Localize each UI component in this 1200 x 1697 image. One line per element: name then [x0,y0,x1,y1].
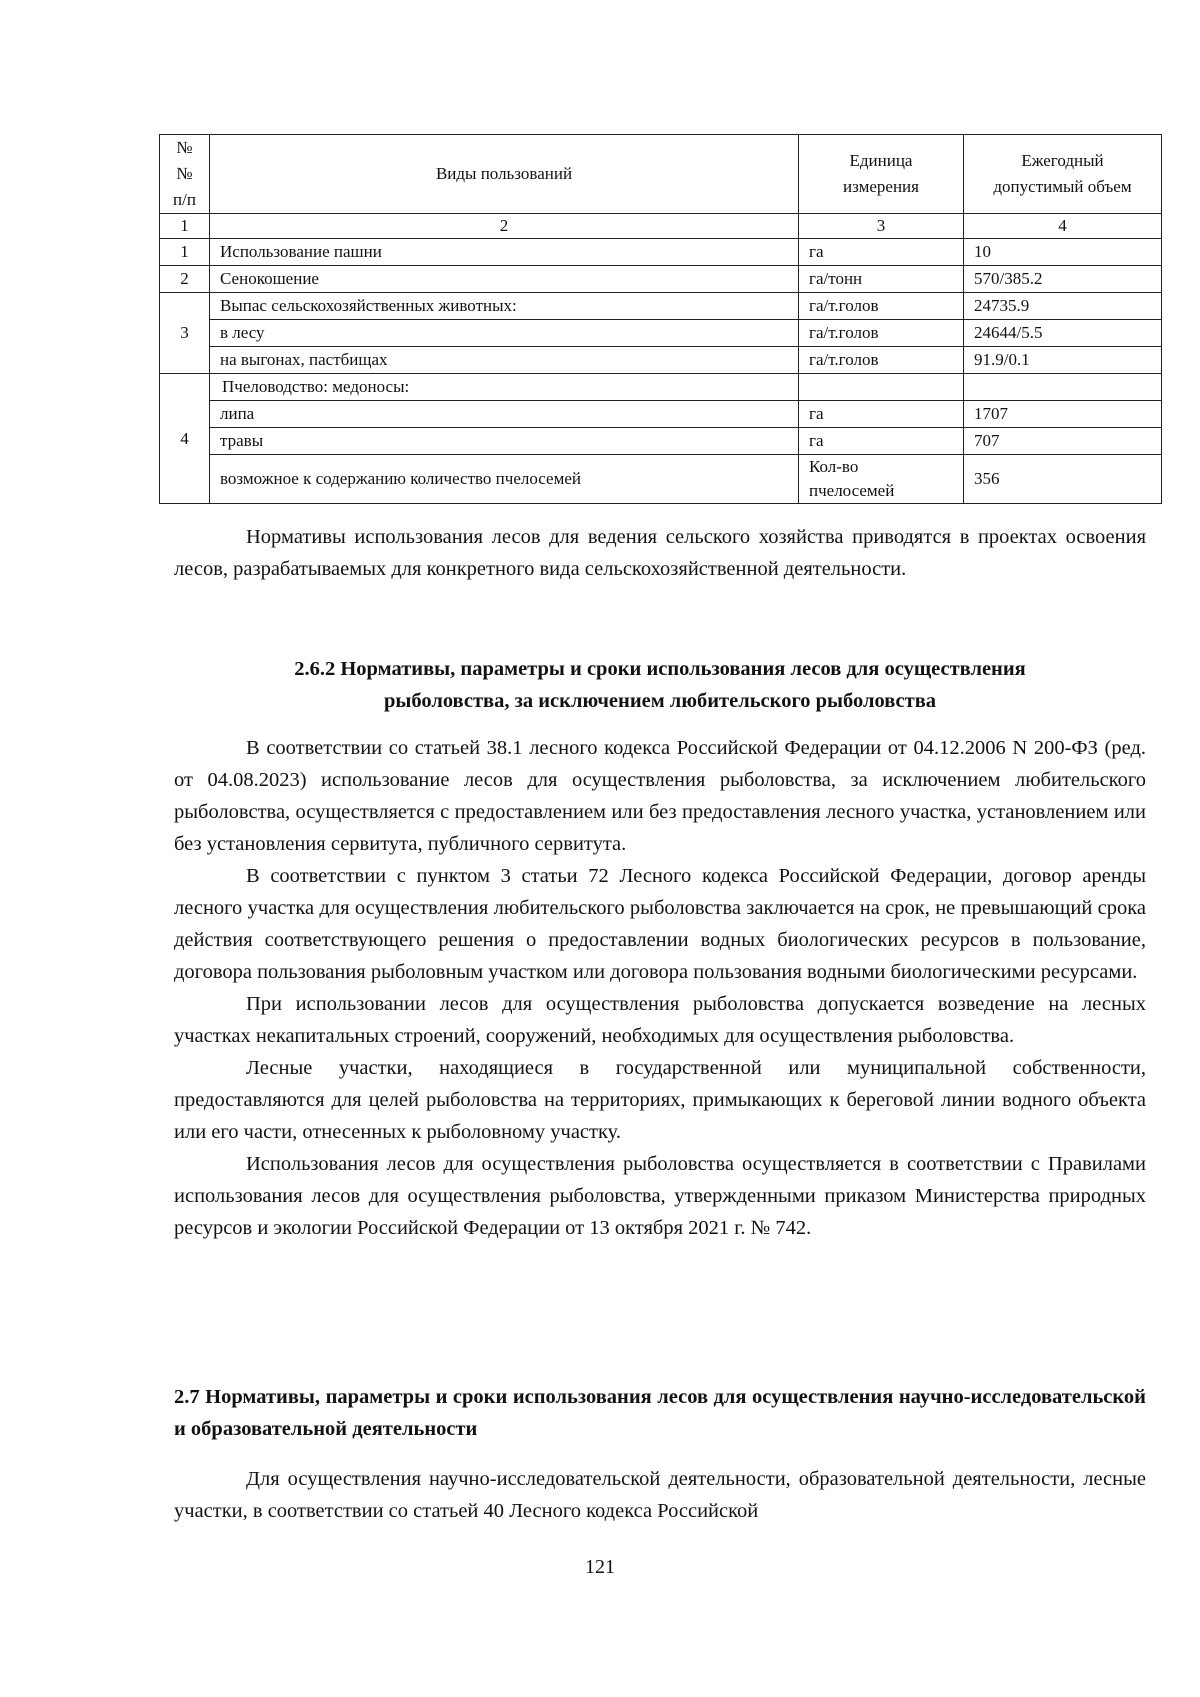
paragraph-after-table: Нормативы использования лесов для ведения сельского хозяйства приводятся в проектах освоения лесов, разрабатываемых для конкретного вида сельскохозяйственной деятельности. [174,526,1146,580]
row-value: 10 [964,239,1162,266]
row-type: Использование пашни [210,239,799,266]
header-num: № № п/п [160,135,210,214]
table-header-row [160,135,1162,214]
row-unit: га [799,239,964,266]
row-value: 91.9/0.1 [964,347,1162,374]
table-row [160,374,1162,401]
row-unit: Кол-во пчелосемей [799,455,964,504]
section-262-body [174,732,1146,1244]
paragraph: Для осуществления научно-исследовательской деятельности, образовательной деятельности, лесные участки, в соответствии со статьей 40 Лесного кодекса Российской [174,1468,1146,1522]
row-type: Выпас сельскохозяйственных животных: [210,293,799,320]
section-27-body [174,1463,1146,1527]
paragraph: В соответствии с пунктом 3 статьи 72 Лесного кодекса Российской Федерации, договор аренды лесного участка для осуществления любительского рыболовства заключается на срок, не превышающий срока действия соответствующего решения о предоставлении водных биологических ресурсов в пользование, договора пользования рыболовным участком или договора пользования водными биологическими ресурсами. [174,865,1146,983]
row-value: 356 [964,455,1162,504]
row-type: Сенокошение [210,266,799,293]
page-number: 121 [585,1556,615,1578]
table-row [160,455,1162,504]
row-value: 570/385.2 [964,266,1162,293]
row-type: возможное к содержанию количество пчелосемей [210,455,799,504]
table-row [160,401,1162,428]
paragraph: Лесные участки, находящиеся в государственной или муниципальной собственности, предоставляются для целей рыболовства на территориях, примыкающих к береговой линии водного объекта или его части, отнесенных к рыболовному участку. [174,1057,1146,1143]
row-unit: га/т.голов [799,293,964,320]
section-262-title: 2.6.2 Нормативы, параметры и сроки использования лесов для осуществления рыболовства, за исключением любительского рыболовства [294,658,1026,712]
row-type: липа [210,401,799,428]
table-row [160,320,1162,347]
header-unit: Единица измерения [799,135,964,214]
row-type: в лесу [210,320,799,347]
row-type: травы [210,428,799,455]
forest-usage-table [159,134,1162,504]
row-num: 1 [160,239,210,266]
row-value [964,374,1162,401]
row-unit: га/т.голов [799,347,964,374]
row-num: 4 [160,374,210,504]
table-row [160,266,1162,293]
row-unit [799,374,964,401]
row-value: 24735.9 [964,293,1162,320]
table-row [160,239,1162,266]
table-column-numbers-row [160,214,1162,239]
row-type: Пчеловодство: медоносы: [210,374,799,401]
row-value: 707 [964,428,1162,455]
column-number: 1 [160,214,210,239]
table-row [160,293,1162,320]
paragraph: В соответствии со статьей 38.1 лесного кодекса Российской Федерации от 04.12.2006 N 200-ФЗ (ред. от 04.08.2023) использование лесов для осуществления рыболовства, за исключением любительского рыболовства, осуществляется с предоставлением или без предоставления лесного участка, установлением или без установления сервитута, публичного сервитута. [174,737,1146,855]
row-num: 3 [160,293,210,374]
paragraph: Использования лесов для осуществления рыболовства осуществляется в соответствии с Правилами использования лесов для осуществления рыболовства, утвержденными приказом Министерства природных ресурсов и экологии Российской Федерации от 13 октября 2021 г. № 742. [174,1153,1146,1239]
table-row [160,428,1162,455]
paragraph: При использовании лесов для осуществления рыболовства допускается возведение на лесных участках некапитальных строений, сооружений, необходимых для осуществления рыболовства. [174,993,1146,1047]
row-num: 2 [160,266,210,293]
table-row [160,347,1162,374]
row-unit: га/тонн [799,266,964,293]
row-unit: га [799,428,964,455]
row-unit: га [799,401,964,428]
column-number: 4 [964,214,1162,239]
header-volume: Ежегодный допустимый объем [964,135,1162,214]
section-27-title: 2.7 Нормативы, параметры и сроки использования лесов для осуществления научно-исследовательской и образовательной деятельности [174,1386,1146,1440]
column-number: 3 [799,214,964,239]
column-number: 2 [210,214,799,239]
header-type: Виды пользований [210,135,799,214]
row-unit: га/т.голов [799,320,964,347]
row-value: 24644/5.5 [964,320,1162,347]
row-value: 1707 [964,401,1162,428]
row-type: на выгонах, пастбищах [210,347,799,374]
